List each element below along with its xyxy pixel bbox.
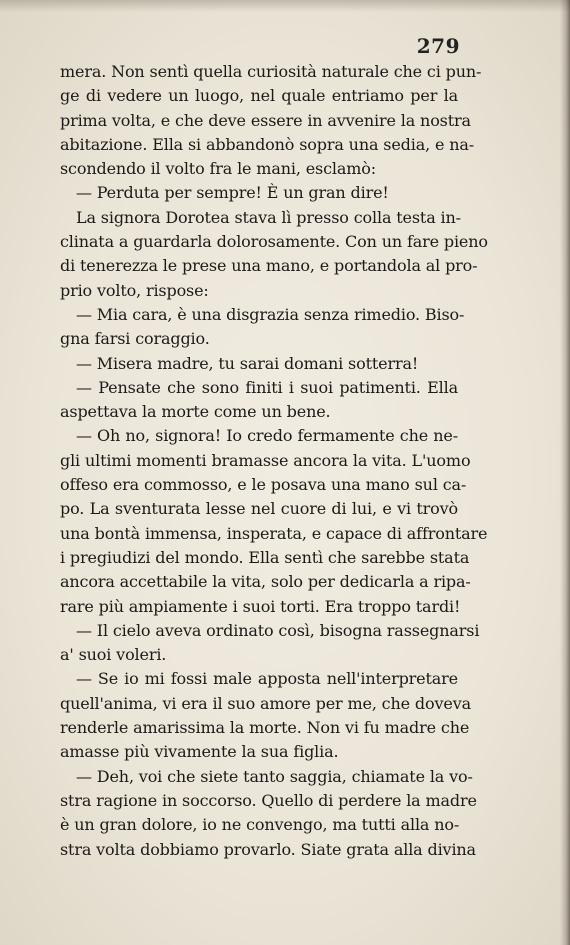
text-line: quell'anima, vi era il suo amore per me, che doveva — [60, 693, 471, 713]
text-line: a' suoi voleri. — [60, 645, 167, 665]
text-line: è un gran dolore, io ne convengo, ma tutti alla no- — [60, 815, 460, 835]
text-line: i pregiudizi del mondo. Ella sentì che sarebbe stata — [60, 547, 470, 567]
text-line: renderle amarissima la morte. Non vi fu madre che — [60, 718, 470, 738]
text-line: offeso era commosso, e le posava una mano sul ca- — [60, 475, 467, 495]
text-line: prima volta, e che deve essere in avvenire la nostra — [60, 110, 471, 130]
text-line: scondendo il volto fra le mani, esclamò: — [60, 159, 377, 179]
page-top-shadow — [0, 0, 570, 12]
text-line: gli ultimi momenti bramasse ancora la vita. L'uomo — [60, 450, 471, 470]
text-line: — Se io mi fossi male apposta nell'interpretare — [76, 669, 458, 689]
text-line: amasse più vivamente la sua figlia. — [60, 742, 339, 762]
text-line: gna farsi coraggio. — [60, 329, 210, 349]
text-line: stra ragione in soccorso. Quello di perdere la madre — [60, 790, 477, 810]
text-line: prio volto, rispose: — [60, 280, 209, 300]
text-line: La signora Dorotea stava lì presso colla testa in- — [76, 207, 461, 227]
text-line: ge di vedere un luogo, nel quale entriamo per la — [60, 86, 458, 106]
body-text — [60, 60, 488, 862]
text-line: — Perduta per sempre! È un gran dire! — [76, 183, 389, 203]
text-line: clinata a guardarla dolorosamente. Con un fare pieno — [60, 232, 488, 252]
text-line: abitazione. Ella si abbandonò sopra una sedia, e na- — [60, 134, 475, 154]
text-line: — Il cielo aveva ordinato così, bisogna rassegnarsi — [76, 620, 480, 640]
text-line: ancora accettabile la vita, solo per dedicarla a ripa- — [60, 572, 471, 592]
text-line: stra volta dobbiamo provarlo. Siate grata alla divina — [60, 839, 476, 859]
text-line: di tenerezza le prese una mano, e portandola al pro- — [60, 256, 478, 276]
text-line: — Misera madre, tu sarai domani sotterra! — [76, 353, 419, 373]
text-line: mera. Non sentì quella curiosità naturale che ci pun- — [60, 62, 482, 81]
text-line: — Pensate che sono finiti i suoi patimenti. Ella — [76, 377, 458, 397]
text-line: — Deh, voi che siete tanto saggia, chiamate la vo- — [76, 766, 473, 786]
text-line: aspettava la morte come un bene. — [60, 402, 331, 422]
page-right-edge-shadow — [560, 0, 570, 945]
text-line: rare più ampiamente i suoi torti. Era troppo tardi! — [60, 596, 461, 616]
text-line: po. La sventurata lesse nel cuore di lui, e vi trovò — [60, 499, 458, 519]
text-line: una bontà immensa, insperata, e capace di affrontare — [60, 523, 488, 543]
page-number: 279 — [416, 34, 460, 58]
text-line: — Mia cara, è una disgrazia senza rimedio. Biso- — [76, 304, 465, 324]
text-line: — Oh no, signora! Io credo fermamente che ne- — [76, 426, 458, 446]
